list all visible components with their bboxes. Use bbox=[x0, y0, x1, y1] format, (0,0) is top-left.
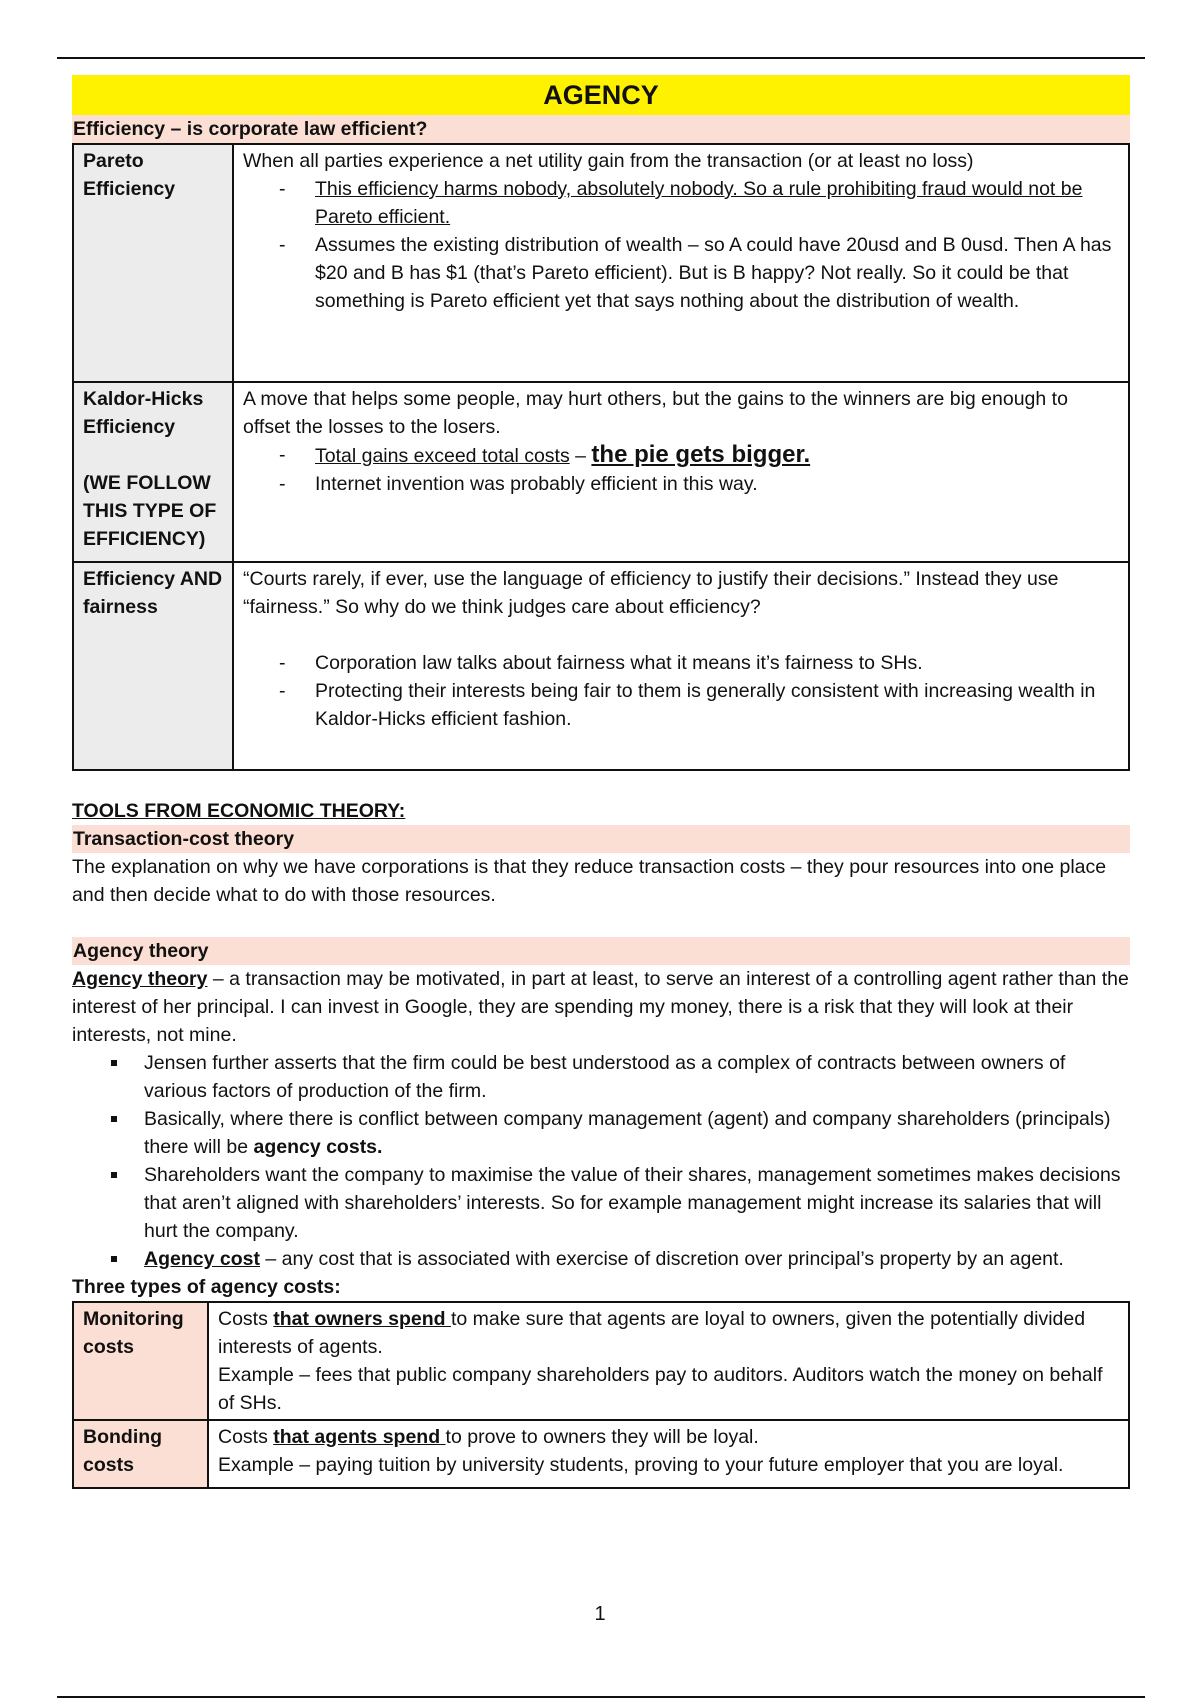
agency-costs-table bbox=[72, 1301, 1130, 1489]
agency-theory-text: – a transaction may be motivated, in part at least, to serve an interest of a controlling agent rather than the interest of her principal. I can invest in Google, they are spending my money, there is a risk that they will look at their interests, not mine. bbox=[72, 968, 1129, 1046]
list-item: Shareholders want the company to maximise the value of their shares, management sometimes makes decisions that aren’t aligned with shareholders’ interests. So for example management might increase its salaries that will hurt the company. bbox=[144, 1161, 1130, 1245]
dash-text: – bbox=[569, 445, 592, 467]
list-item: - Corporation law talks about fairness what it means it’s fairness to SHs. bbox=[315, 649, 1120, 677]
row-label-text: Kaldor-Hicks Efficiency bbox=[83, 388, 204, 438]
list-item bbox=[315, 441, 1120, 470]
list-item: - Assumes the existing distribution of wealth – so A could have 20usd and B 0usd. Then A has $20 and B has $1 (that’s Pareto efficient). But is B happy? Not really. So it could be that something is Pareto efficient yet that says nothing about the distribution of wealth. bbox=[315, 231, 1120, 315]
row-label-note: (WE FOLLOW THIS TYPE OF EFFICIENCY) bbox=[83, 472, 217, 550]
row-content bbox=[233, 562, 1129, 770]
tools-heading: TOOLS FROM ECONOMIC THEORY: bbox=[72, 800, 406, 822]
agency-theory-heading: Agency theory bbox=[72, 937, 1130, 965]
table-row bbox=[73, 144, 1129, 382]
list-item: Jensen further asserts that the firm could be best understood as a complex of contracts between owners of various factors of production of the firm. bbox=[144, 1049, 1130, 1105]
row-label: Efficiency AND fairness bbox=[73, 562, 233, 770]
bullet-list bbox=[243, 649, 1120, 733]
emphasis-text: the pie gets bigger. bbox=[591, 441, 811, 468]
bullet-list bbox=[243, 175, 1120, 315]
list-item: - This efficiency harms nobody, absolutely nobody. So a rule prohibiting fraud would not be Pareto efficient. bbox=[315, 175, 1120, 231]
table-row bbox=[73, 1420, 1129, 1488]
row-intro: “Courts rarely, if ever, use the language of efficiency to justify their decisions.” Instead they use “fairness.” So why do we think judges care about efficiency? bbox=[243, 568, 1059, 618]
underlined-text: that owners spend bbox=[273, 1308, 451, 1330]
agency-cost-term: Agency cost bbox=[144, 1248, 260, 1270]
row-label: Bonding costs bbox=[73, 1420, 208, 1488]
row-intro: When all parties experience a net utility gain from the transaction (or at least no loss) bbox=[243, 150, 974, 172]
page-number: 1 bbox=[594, 1603, 606, 1625]
efficiency-heading: Efficiency – is corporate law efficient? bbox=[72, 115, 1130, 143]
definition-text: to make sure that agents are loyal to owners, given the potentially divided interests of agents. bbox=[218, 1308, 1086, 1358]
cost-definition bbox=[218, 1305, 1120, 1361]
top-rule bbox=[57, 57, 1145, 59]
definition-text: to prove to owners they will be loyal. bbox=[445, 1426, 759, 1448]
efficiency-table bbox=[72, 143, 1130, 771]
bullet-list bbox=[243, 441, 1120, 498]
bold-text: agency costs. bbox=[253, 1136, 383, 1158]
definition-text: Costs bbox=[218, 1426, 274, 1448]
definition-text: Costs bbox=[218, 1308, 274, 1330]
bottom-rule bbox=[57, 1696, 1145, 1698]
underlined-text: that agents spend bbox=[273, 1426, 446, 1448]
row-content bbox=[208, 1420, 1129, 1488]
table-row bbox=[73, 562, 1129, 770]
row-content bbox=[233, 382, 1129, 562]
list-item bbox=[144, 1105, 1130, 1161]
transaction-cost-heading: Transaction-cost theory bbox=[72, 825, 1130, 853]
agency-theory-term: Agency theory bbox=[72, 968, 208, 990]
table-row bbox=[73, 382, 1129, 562]
agency-bullet-list bbox=[72, 1049, 1130, 1273]
list-item: - Internet invention was probably efficient in this way. bbox=[315, 470, 1120, 498]
row-label: Pareto Efficiency bbox=[73, 144, 233, 382]
row-label bbox=[73, 382, 233, 562]
row-intro: A move that helps some people, may hurt others, but the gains to the winners are big enough to offset the losses to the losers. bbox=[243, 388, 1068, 438]
cost-definition bbox=[218, 1423, 1120, 1451]
cost-example: Example – fees that public company shareholders pay to auditors. Auditors watch the money on behalf of SHs. bbox=[218, 1364, 1103, 1414]
row-content bbox=[233, 144, 1129, 382]
row-content bbox=[208, 1302, 1129, 1420]
page-title: AGENCY bbox=[72, 75, 1130, 115]
row-label: Monitoring costs bbox=[73, 1302, 208, 1420]
transaction-cost-text: The explanation on why we have corporations is that they reduce transaction costs – they pour resources into one place and then decide what to do with those resources. bbox=[72, 856, 1107, 906]
list-item bbox=[144, 1245, 1130, 1273]
document-page bbox=[72, 75, 1130, 1489]
underlined-text: Total gains exceed total costs bbox=[315, 445, 570, 467]
costs-heading: Three types of agency costs: bbox=[72, 1276, 341, 1298]
bullet-text: – any cost that is associated with exercise of discretion over principal’s property by an agent. bbox=[259, 1248, 1064, 1270]
bullet-text: Basically, where there is conflict between company management (agent) and company shareholders (principals) there will be bbox=[144, 1108, 1111, 1158]
cost-example: Example – paying tuition by university students, proving to your future employer that you are loyal. bbox=[218, 1454, 1064, 1476]
table-row bbox=[73, 1302, 1129, 1420]
list-item: - Protecting their interests being fair to them is generally consistent with increasing wealth in Kaldor-Hicks efficient fashion. bbox=[315, 677, 1120, 733]
agency-theory-paragraph bbox=[72, 965, 1130, 1049]
